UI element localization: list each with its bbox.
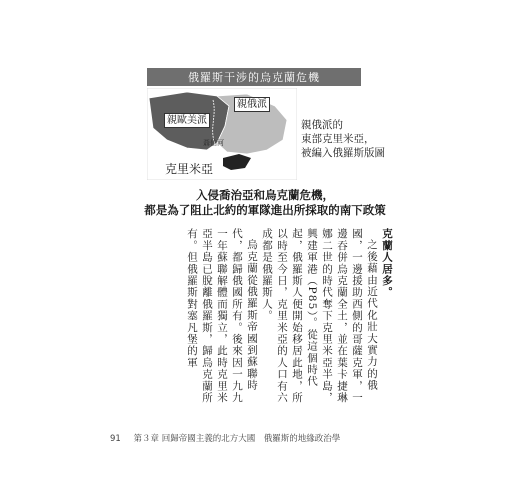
map-label-dnieper: 聶伯河 [203, 139, 224, 147]
map-note-line: 親俄派的 [301, 119, 343, 131]
caption-line: 都是為了阻止北約的軍隊進出所採取的南下政策 [144, 203, 386, 217]
map-caption [120, 188, 410, 218]
map-note [301, 118, 401, 160]
map-note-line: 被編入俄羅斯版圖 [301, 147, 385, 159]
body-paragraph: 烏克蘭從俄羅斯帝國到蘇聯時代，都歸俄國所有。後來因一九九一年蘇聯解體而獨立，此時克里米亞半島已脫離俄羅斯，歸烏克蘭所有。但俄羅斯對塞凡堡的軍 [186, 228, 258, 404]
map-note-line: 東部克里米亞， [301, 133, 375, 145]
map-label-pro-west: 親歐美派 [164, 113, 210, 128]
caption-line: 入侵喬治亞和烏克蘭危機， [196, 188, 334, 202]
body-heading: 克蘭人居多。 [381, 228, 393, 299]
map-label-pro-russia: 親俄派 [234, 97, 270, 112]
map-title-banner: 俄羅斯干涉的烏克蘭危機 [147, 68, 361, 86]
chapter-title: 第３章 回歸帝國主義的北方大國 俄羅斯的地緣政治學 [133, 434, 341, 444]
body-text [118, 228, 394, 408]
page-number: 91 [110, 434, 121, 444]
body-paragraph: 之後藉由近代化壯大實力的俄國，一邊援助西側的哥薩克軍，一邊吞併烏克蘭全土，並在葉卡捷琳娜二世的時代奪下克里米亞半島，興建軍港（P85）。從這個時代起，俄羅斯人便開始移居此地，所以時至今日，克里米亞的人口有六成都是俄羅斯人。 [261, 228, 378, 404]
page-footer [110, 432, 350, 444]
map-label-crimea: 克里米亞 [165, 162, 214, 176]
